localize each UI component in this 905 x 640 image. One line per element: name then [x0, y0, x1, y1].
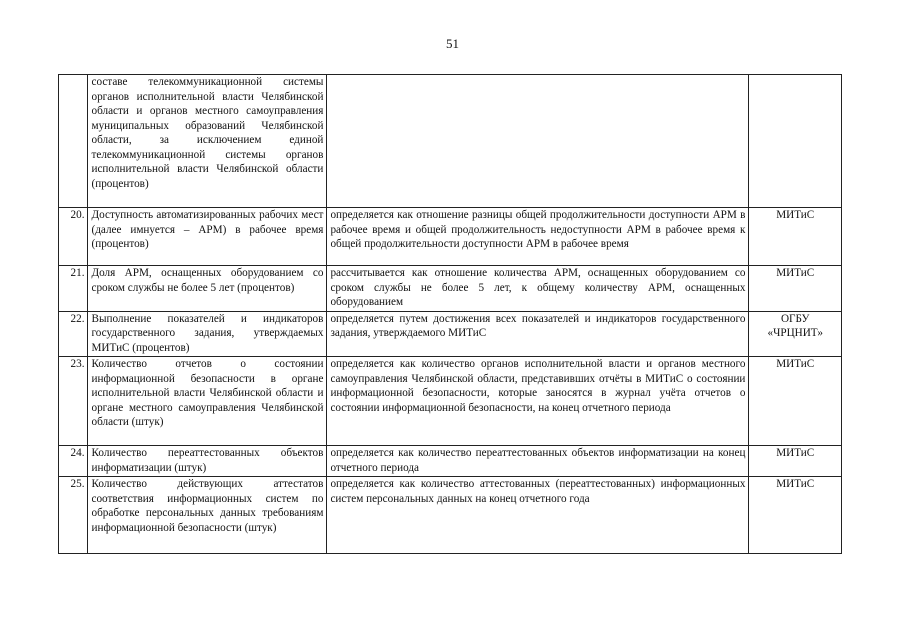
table-row [59, 446, 842, 477]
row-number: 25. [59, 477, 88, 554]
table-row [59, 208, 842, 266]
calculation-method: определяется как количество органов исполнительной власти и органов местного самоуправления Челябинской области, представивших отчёты в МИТиС о состоянии информационной безопасности, которые заносятся в журнал учёта отчетов о состоянии информационной безопасности, на конец отчетного периода [327, 357, 749, 446]
row-number: 21. [59, 266, 88, 312]
calculation-method: определяется как количество переаттестованных объектов информатизации на конец отчетного периода [327, 446, 749, 477]
indicator-name: Доля АРМ, оснащенных оборудованием со сроком службы не более 5 лет (процентов) [88, 266, 327, 312]
table-row [59, 75, 842, 208]
responsible-body [749, 75, 842, 208]
responsible-body: МИТиС [749, 357, 842, 446]
calculation-method: определяется как отношение разницы общей продолжительности доступности АРМ в рабочее время и общей продолжительность недоступности АРМ в рабочее время к общей продолжительности доступности АРМ в рабочее время [327, 208, 749, 266]
row-number: 23. [59, 357, 88, 446]
responsible-body: ОГБУ «ЧРЦНИТ» [749, 311, 842, 357]
responsible-body: МИТиС [749, 208, 842, 266]
indicator-name: Количество действующих аттестатов соответствия информационных систем по обработке персональных данных требованиям информационной безопасности (штук) [88, 477, 327, 554]
responsible-body: МИТиС [749, 266, 842, 312]
calculation-method: определяется как количество аттестованных (переаттестованных) информационных систем персональных данных на конец отчетного года [327, 477, 749, 554]
indicator-name: составе телекоммуникационной системы органов исполнительной власти Челябинской области и органов местного самоуправления муниципальных образований Челябинской области, за исключением единой телекоммуникационной системы органов исполнительной власти Челябинской области (процентов) [88, 75, 327, 208]
row-number: 22. [59, 311, 88, 357]
indicator-name: Доступность автоматизированных рабочих мест (далее имнуется – АРМ) в рабочее время (процентов) [88, 208, 327, 266]
responsible-body: МИТиС [749, 477, 842, 554]
indicator-name: Количество переаттестованных объектов информатизации (штук) [88, 446, 327, 477]
table-row [59, 357, 842, 446]
row-number: 20. [59, 208, 88, 266]
calculation-method: определяется путем достижения всех показателей и индикаторов государственного задания, утверждаемого МИТиС [327, 311, 749, 357]
row-number [59, 75, 88, 208]
table-row [59, 477, 842, 554]
indicators-table [58, 74, 842, 554]
indicator-name: Выполнение показателей и индикаторов государственного задания, утверждаемых МИТиС (процентов) [88, 311, 327, 357]
row-number: 24. [59, 446, 88, 477]
responsible-body: МИТиС [749, 446, 842, 477]
calculation-method: рассчитывается как отношение количества АРМ, оснащенных оборудованием со сроком службы не более 5 лет, к общему количеству АРМ, оснащенных оборудованием [327, 266, 749, 312]
table-row [59, 311, 842, 357]
page-number: 51 [446, 36, 459, 51]
indicator-name: Количество отчетов о состоянии информационной безопасности в органе исполнительной власти Челябинской области и органе местного самоуправления Челябинской области (штук) [88, 357, 327, 446]
calculation-method [327, 75, 749, 208]
table-row [59, 266, 842, 312]
